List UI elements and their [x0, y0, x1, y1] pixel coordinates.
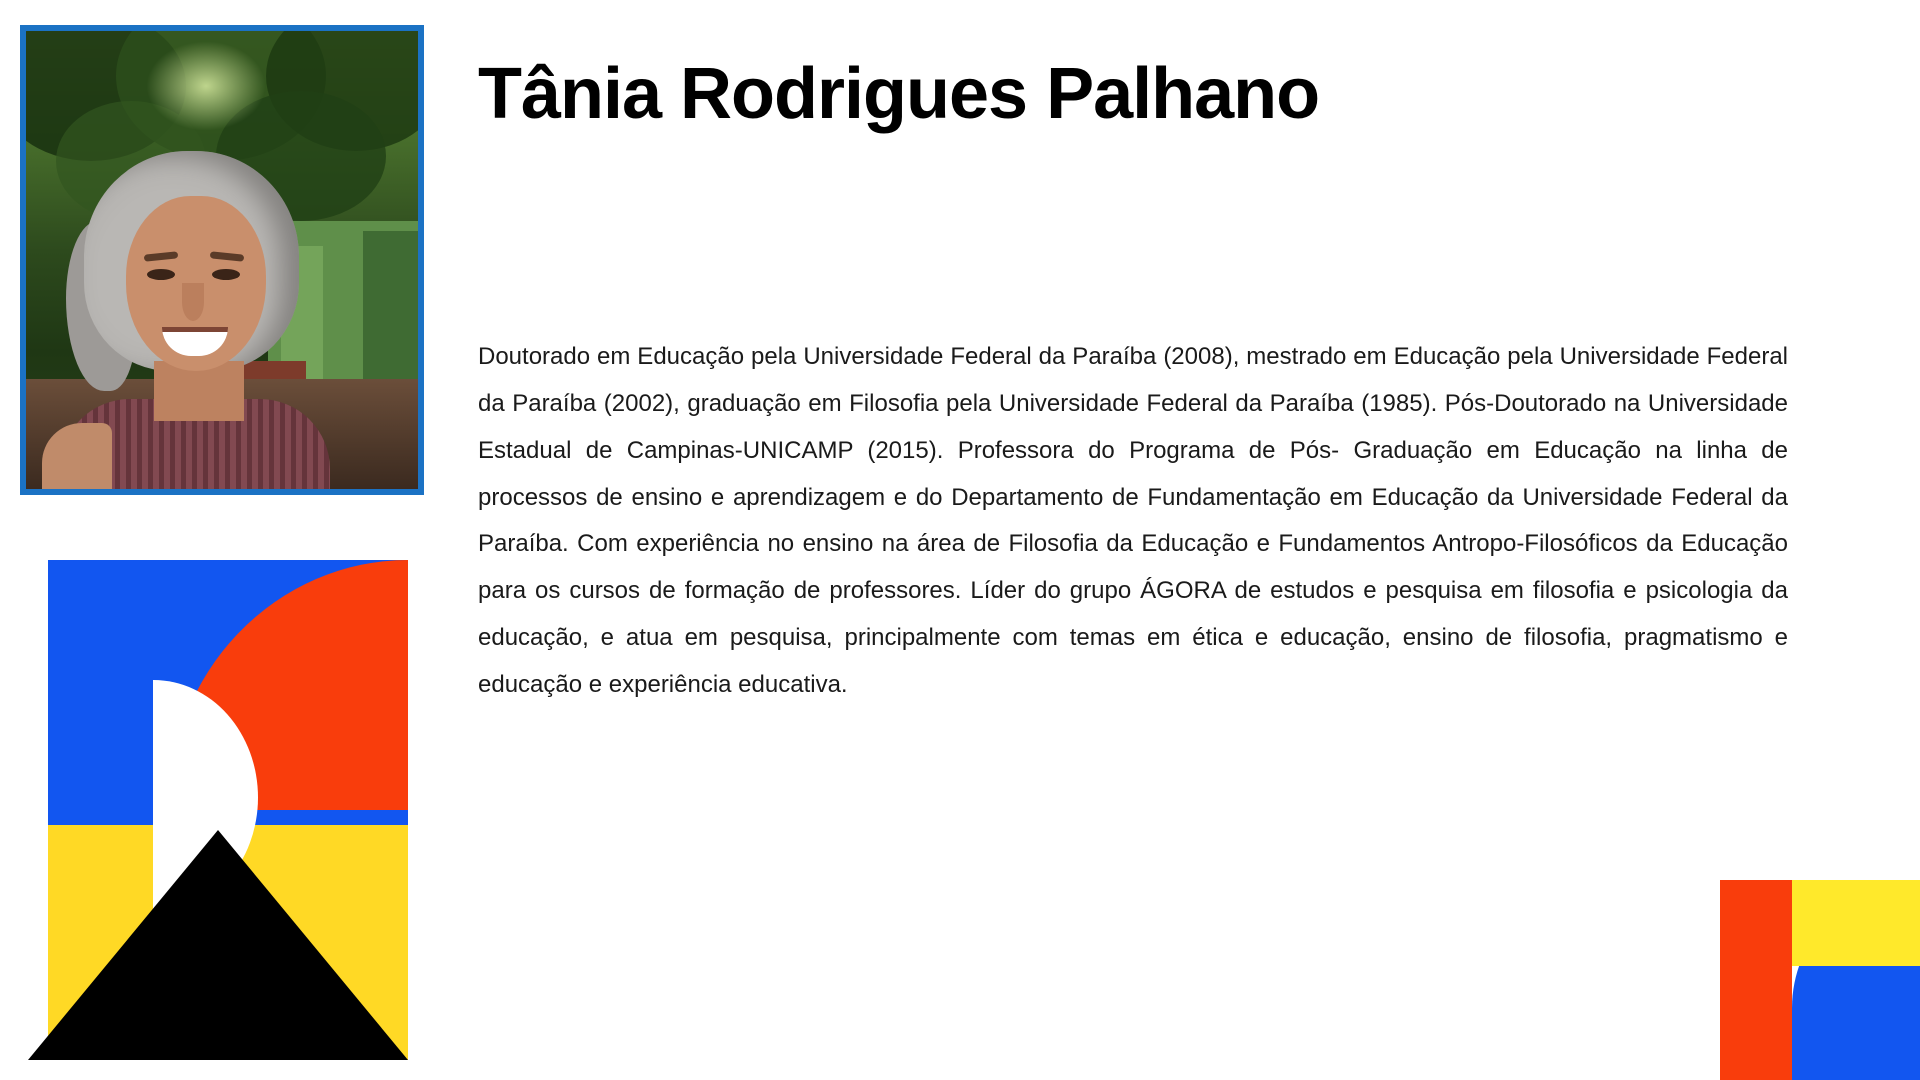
decoration-bottom-left — [48, 560, 408, 1060]
decoration-red-rectangle — [1720, 880, 1792, 1080]
decoration-blue-bar — [248, 810, 408, 824]
biography-paragraph: Doutorado em Educação pela Universidade Federal da Paraíba (2008), mestrado em Educação pela Universidade Federal da Paraíba (2002), graduação em Filosofia pela Universidade Federal da Paraíba (1985). Pós-Doutorado na Universidade Estadual de Campinas-UNICAMP (2015). Professora do Programa de Pós- Graduação em Educação na linha de processos de ensino e aprendizagem e do Departamento de Fundamentação em Educação da Universidade Federal da Paraíba. Com experiência no ensino na área de Filosofia da Educação e Fundamentos Antropo-Filosóficos da Educação para os cursos de formação de professores. Líder do grupo ÁGORA de estudos e pesquisa em filosofia e psicologia da educação, e atua em pesquisa, principalmente com temas em ética e educação, ensino de filosofia, pragmatismo e educação e experiência educativa. — [478, 343, 1788, 698]
photo-person-nose — [182, 283, 204, 321]
portrait-photo-frame — [20, 25, 424, 495]
decoration-yellow-rectangle — [1792, 880, 1920, 966]
photo-sunlight-glow — [146, 41, 266, 131]
photo-person-eye — [212, 269, 240, 280]
decoration-bottom-right — [1720, 880, 1920, 1080]
portrait-photo — [26, 31, 418, 489]
page-title: Tânia Rodrigues Palhano — [478, 54, 1320, 134]
content-column — [478, 55, 1788, 709]
photo-person-eye — [147, 269, 175, 280]
decoration-black-triangle — [28, 830, 408, 1060]
